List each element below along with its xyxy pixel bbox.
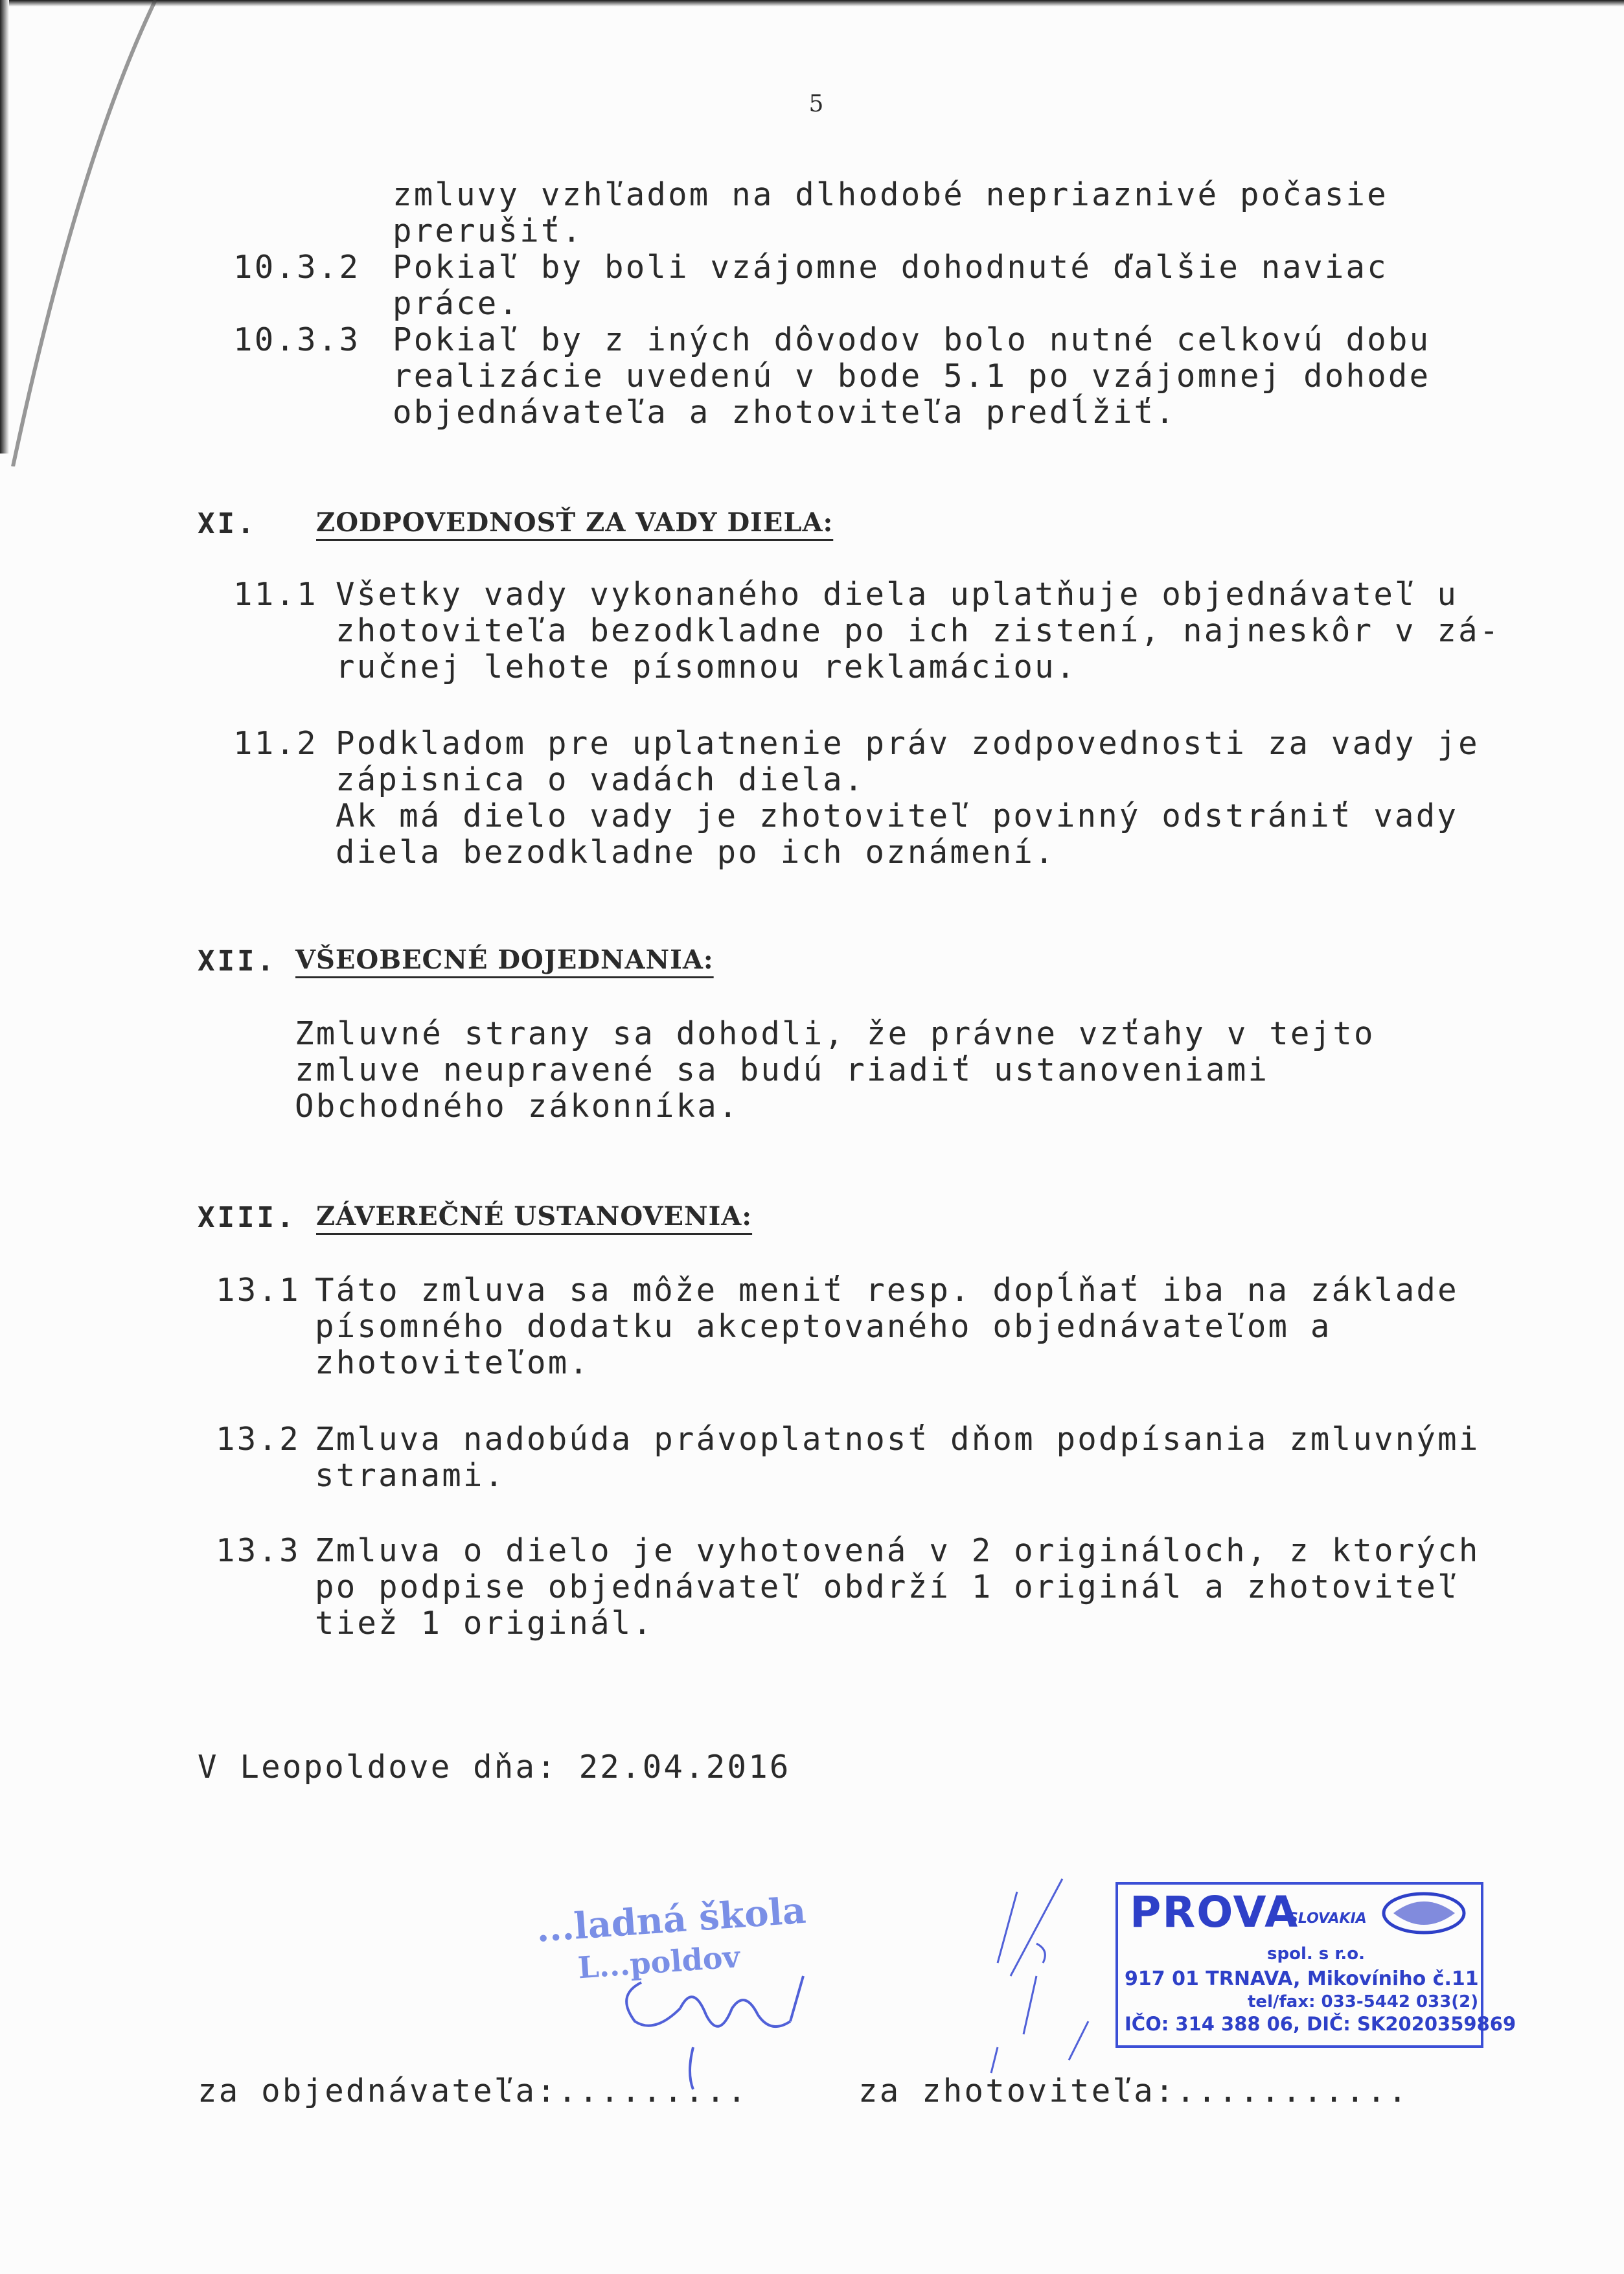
stamp-line: 917 01 TRNAVA, Mikovíniho č.11	[1125, 1968, 1479, 1990]
scan-streak	[0, 0, 194, 466]
item-number: 13.3	[216, 1532, 301, 1569]
section-title: ZÁVEREČNÉ USTANOVENIA:	[316, 1201, 753, 1232]
item-line: písomného dodatku akceptovaného objednávateľom a	[315, 1308, 1332, 1345]
item-line: Pokiaľ by z iných dôvodov bolo nutné celkovú dobu	[393, 321, 1431, 358]
item-line: zhotoviteľa bezodkladne po ich zistení, najneskôr v zá-	[336, 612, 1501, 649]
item-line: Podkladom pre uplatnenie práv zodpovednosti za vady je	[336, 725, 1480, 762]
prova-logo-icon	[1380, 1890, 1468, 1936]
item-number: 13.2	[216, 1421, 301, 1458]
item-line: po podpise objednávateľ obdrží 1 originál a zhotoviteľ	[315, 1568, 1459, 1605]
item-line: Pokiaľ by boli vzájomne dohodnuté ďalšie naviac	[393, 249, 1388, 286]
prova-stamp	[1115, 1882, 1516, 2048]
stamp-country: SLOVAKIA	[1288, 1911, 1367, 1927]
item-line: Zmluva nadobúda právoplatnosť dňom podpísania zmluvnými	[315, 1421, 1480, 1458]
item-number: 10.3.2	[233, 249, 361, 286]
item-line: Ak má dielo vady je zhotoviteľ povinný odstrániť vady	[336, 798, 1459, 834]
stamp-brand: PROVA	[1130, 1887, 1299, 1937]
section-title: VŠEOBECNÉ DOJEDNANIA:	[295, 945, 714, 975]
continuation-line: zmluvy vzhľadom na dlhodobé nepriaznivé počasie	[393, 176, 1388, 213]
paragraph-line: Obchodného zákonníka.	[295, 1088, 740, 1125]
item-line: diela bezodkladne po ich oznámení.	[336, 834, 1056, 871]
item-line: Zmluva o dielo je vyhotovená v 2 origináloch, z ktorých	[315, 1532, 1480, 1569]
section-number: XIII.	[198, 1201, 297, 1234]
item-line: ručnej lehote písomnou reklamáciou.	[336, 649, 1077, 685]
item-number: 11.1	[233, 576, 318, 613]
item-number: 11.2	[233, 725, 318, 762]
contractor-signature-label: za zhotoviteľa:...........	[858, 2073, 1410, 2109]
stamp-line: tel/fax: 033-5442 033(2)	[1248, 1992, 1479, 2012]
section-number: XI.	[198, 507, 257, 540]
item-number: 13.1	[216, 1272, 301, 1309]
section-title: ZODPOVEDNOSŤ ZA VADY DIELA:	[316, 507, 834, 538]
scan-edge-top	[0, 0, 1624, 6]
continuation-line: prerušiť.	[393, 212, 584, 249]
item-line: zhotoviteľom.	[315, 1344, 591, 1381]
stamp-line: L...poldov	[577, 1939, 741, 1986]
item-line: objednávateľa a zhotoviteľa predĺžiť.	[393, 394, 1176, 431]
item-line: Všetky vady vykonaného diela uplatňuje objednávateľ u	[336, 576, 1459, 613]
paragraph-line: Zmluvné strany sa dohodli, že právne vzťahy v tejto	[295, 1015, 1375, 1052]
client-signature	[596, 1944, 829, 2093]
page-number: 5	[808, 91, 824, 117]
client-signature-label: za objednávateľa:.........	[198, 2073, 749, 2109]
item-line: Táto zmluva sa môže meniť resp. dopĺňať iba na základe	[315, 1272, 1459, 1309]
item-line: zápisnica o vadách diela.	[336, 761, 865, 798]
item-line: tiež 1 originál.	[315, 1605, 654, 1642]
item-line: realizácie uvedenú v bode 5.1 po vzájomnej dohode	[393, 358, 1431, 395]
stamp-line: spol. s r.o.	[1267, 1944, 1366, 1964]
stamp-line: ...ladná škola	[534, 1889, 808, 1951]
section-number: XII.	[198, 945, 277, 978]
item-line: práce.	[393, 285, 520, 322]
stamp-line: IČO: 314 388 06, DIČ: SK2020359869	[1125, 2013, 1516, 2035]
item-line: stranami.	[315, 1457, 506, 1494]
item-number: 10.3.3	[233, 321, 361, 358]
paragraph-line: zmluve neupravené sa budú riadiť ustanoveniami	[295, 1051, 1270, 1088]
place-date: V Leopoldove dňa: 22.04.2016	[198, 1749, 791, 1786]
